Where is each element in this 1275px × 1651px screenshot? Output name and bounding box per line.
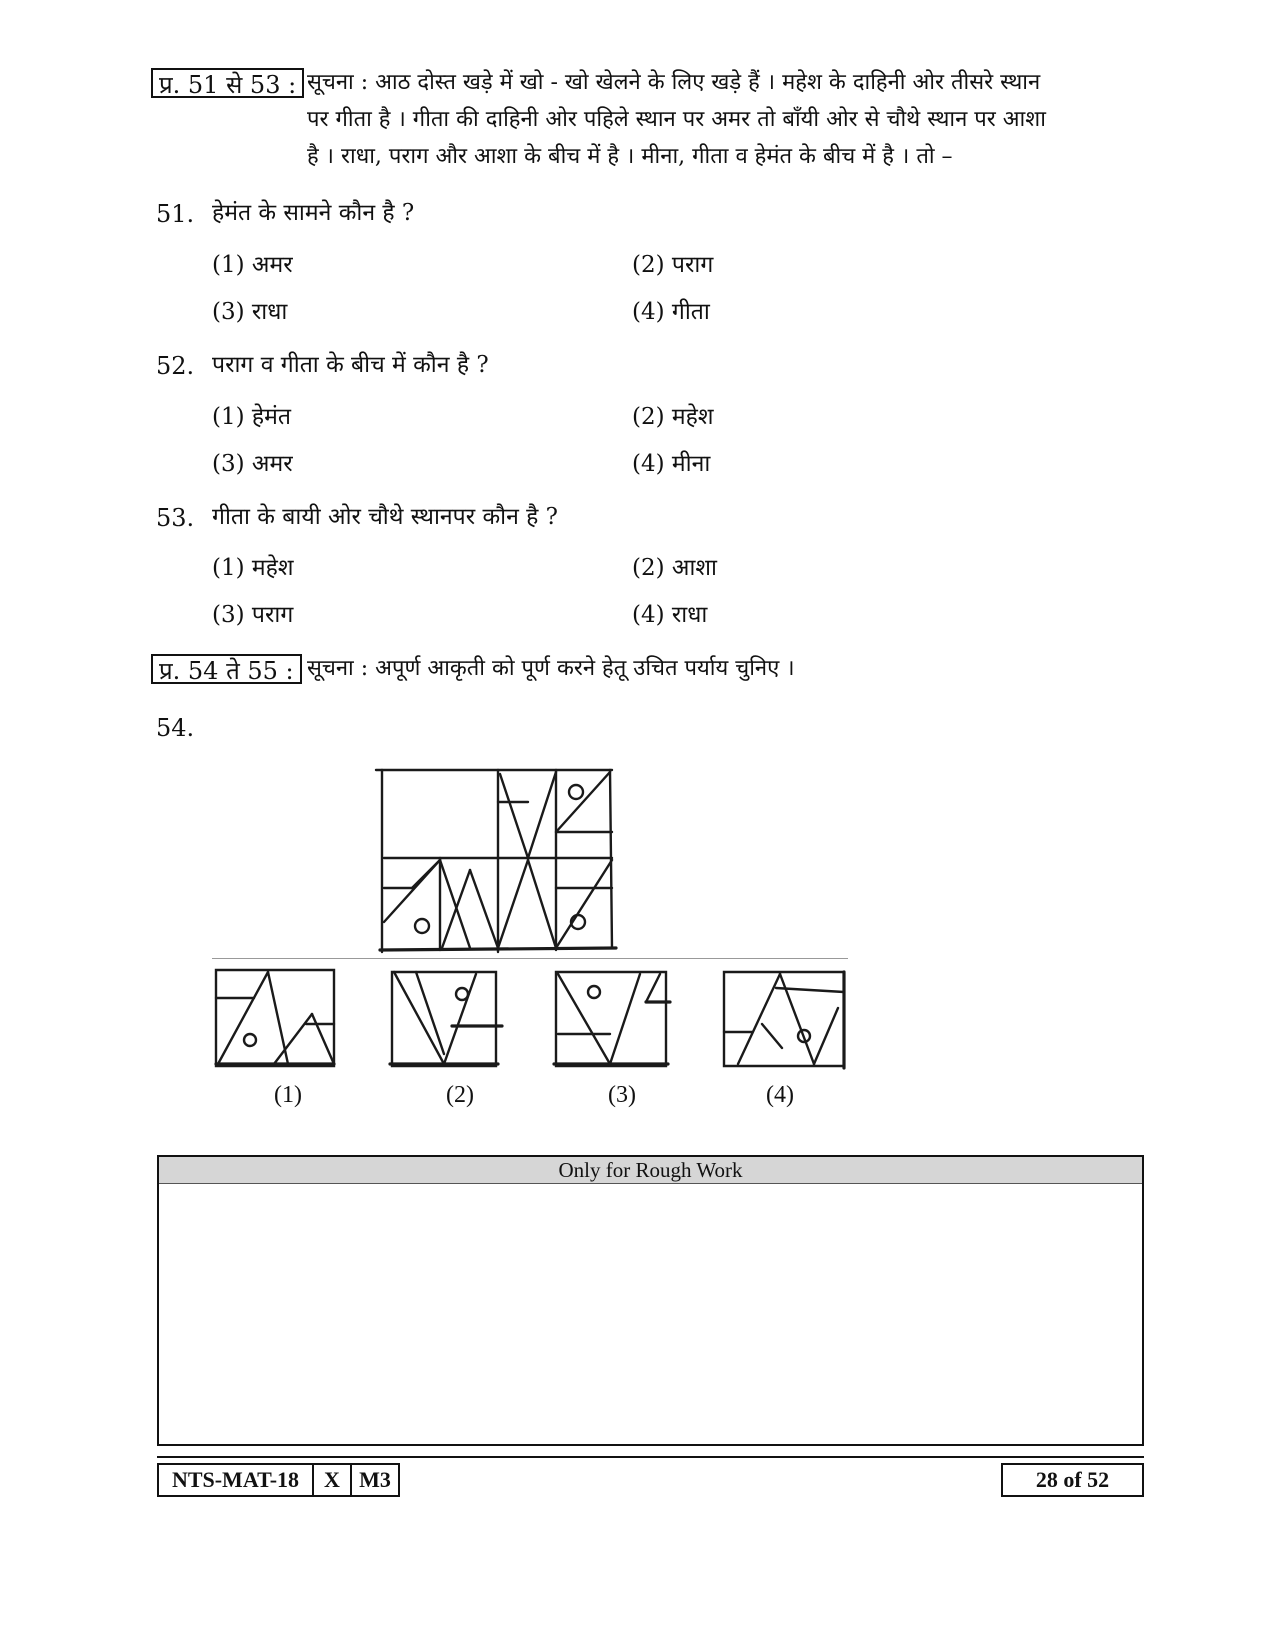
rough-work-box[interactable] xyxy=(157,1155,1144,1446)
option[interactable]: (3) पराग xyxy=(212,602,294,628)
instruction-line: सूचना : आठ दोस्त खड़े में खो - खो खेलने के लिए खड़े हैं । महेश के दाहिनी ओर तीसरे स्थान xyxy=(307,70,1041,95)
question-range-label: प्र. 54 ते 55 : xyxy=(151,654,302,684)
question-text: गीता के बायी ओर चौथे स्थानपर कौन है ? xyxy=(212,504,559,530)
option-figure-3[interactable] xyxy=(550,964,674,1072)
option-caption: (4) xyxy=(766,1082,794,1108)
paper-version: M3 xyxy=(350,1463,400,1497)
question-number: 51. xyxy=(156,200,195,228)
option-figure-1[interactable] xyxy=(210,964,340,1072)
incomplete-figure xyxy=(372,762,622,958)
option[interactable]: (2) पराग xyxy=(632,252,714,278)
page-number: 28 of 52 xyxy=(1001,1463,1144,1497)
option-caption: (3) xyxy=(608,1082,636,1108)
instruction-line: पर गीता है । गीता की दाहिनी ओर पहिले स्थान पर अमर तो बाँयी ओर से चौथे स्थान पर आशा xyxy=(307,107,1046,132)
option[interactable]: (1) महेश xyxy=(212,555,294,581)
question-range-label: प्र. 51 से 53 : xyxy=(151,68,304,98)
question-number: 54. xyxy=(156,714,195,742)
question-text: हेमंत के सामने कौन है ? xyxy=(212,200,415,226)
option-caption: (1) xyxy=(274,1082,302,1108)
question-number: 52. xyxy=(156,352,195,380)
question-text: पराग व गीता के बीच में कौन है ? xyxy=(212,352,489,378)
option-figure-2[interactable] xyxy=(386,964,506,1072)
option[interactable]: (4) गीता xyxy=(632,299,710,325)
paper-code: NTS-MAT-18 xyxy=(157,1463,314,1497)
question-number: 53. xyxy=(156,504,195,532)
footer-divider xyxy=(157,1456,1144,1458)
option[interactable]: (3) राधा xyxy=(212,299,288,325)
option-figure-4[interactable] xyxy=(718,964,850,1072)
option-caption: (2) xyxy=(446,1082,474,1108)
option[interactable]: (2) महेश xyxy=(632,404,714,430)
option[interactable]: (1) अमर xyxy=(212,252,293,278)
figure-separator xyxy=(212,958,848,959)
option[interactable]: (2) आशा xyxy=(632,555,717,581)
option[interactable]: (4) मीना xyxy=(632,451,711,477)
instruction-line: सूचना : अपूर्ण आकृती को पूर्ण करने हेतू उचित पर्याय चुनिए । xyxy=(307,656,795,681)
paper-set: X xyxy=(312,1463,352,1497)
option[interactable]: (4) राधा xyxy=(632,602,708,628)
option[interactable]: (1) हेमंत xyxy=(212,404,291,430)
rough-work-title: Only for Rough Work xyxy=(159,1157,1142,1184)
option[interactable]: (3) अमर xyxy=(212,451,293,477)
instruction-line: है । राधा, पराग और आशा के बीच में है । मीना, गीता व हेमंत के बीच में है । तो – xyxy=(307,144,953,169)
